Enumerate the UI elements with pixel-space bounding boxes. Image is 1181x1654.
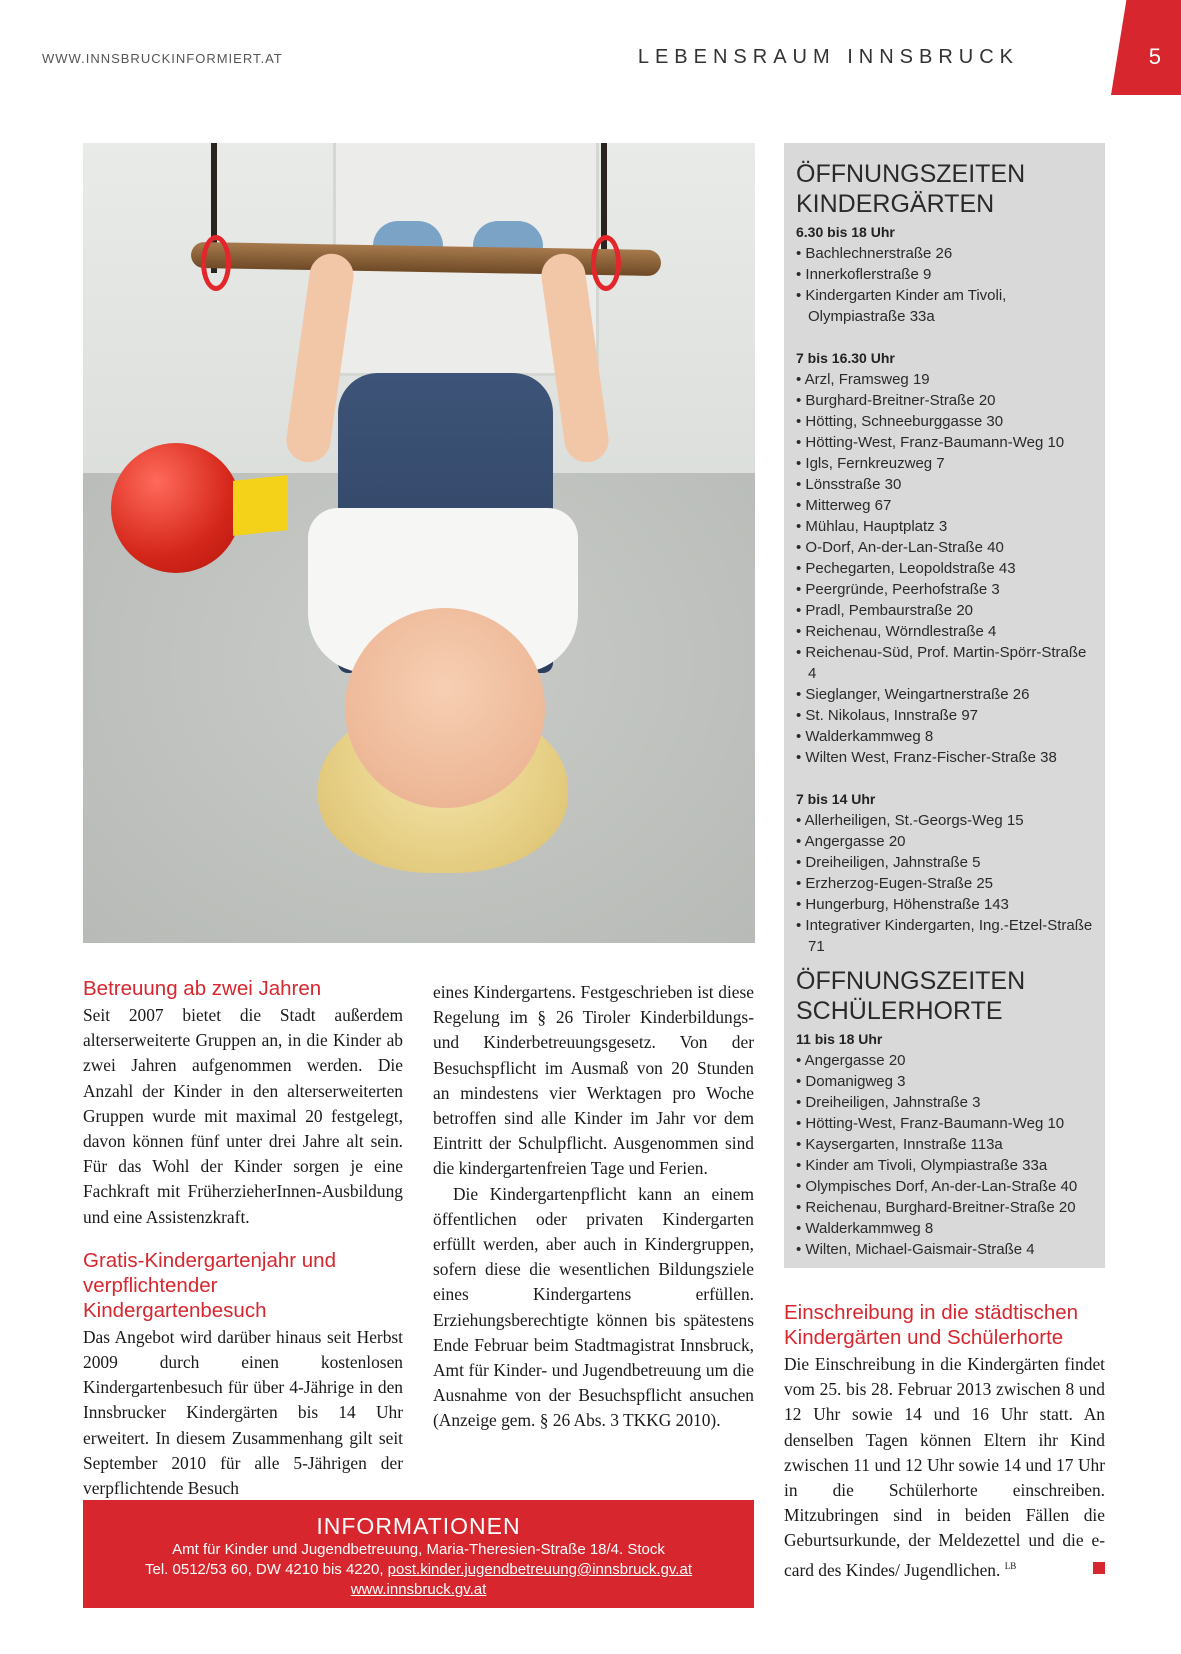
section-title: LEBENSRAUM INNSBRUCK — [637, 46, 1019, 68]
kindergarten-time: 7 bis 16.30 Uhr — [796, 350, 895, 366]
list-item: • Erzherzog-Eugen-Straße 25 — [796, 873, 1096, 894]
kindergarten-time-groups — [796, 222, 1096, 957]
paragraph-besuchspflicht: eines Kindergartens. Festgeschrieben ist diese Regelung im § 26 Tiroler Kinderbildungs- und Kinderbetreuungsgesetz. Von der Besuchspflicht im Ausmaß von 20 Stunden an mindestens vier Werktagen pro Woche betroffen sind alle Kinder im Jahr vor dem Eintritt der Schulpflicht. Ausgenommen sind die kindergartenfreien Tage und Ferien. — [433, 982, 754, 1179]
hort-address-list — [796, 1050, 1096, 1260]
list-item: • Wilten West, Franz-Fischer-Straße 38 — [796, 747, 1096, 768]
kindergarten-title-line1: ÖFFNUNGSZEITEN — [796, 160, 1026, 188]
kindergarten-address-list — [796, 369, 1096, 768]
kindergarten-time: 7 bis 14 Uhr — [796, 791, 876, 807]
list-item: • Mitterweg 67 — [796, 495, 1096, 516]
list-item: • Dreiheiligen, Jahnstraße 5 — [796, 852, 1096, 873]
photo-yellow-cube — [233, 475, 288, 536]
list-item: • Integrativer Kindergarten, Ing.-Etzel-Straße 71 — [796, 915, 1096, 957]
heading-einschreibung: Einschreibung in die städtischen Kindergärten und Schülerhorte — [784, 1301, 1079, 1349]
list-item: • Igls, Fernkreuzweg 7 — [796, 453, 1096, 474]
photo-red-ball — [111, 443, 241, 573]
hort-hours-title — [796, 966, 1096, 1026]
list-item: • Reichenau-Süd, Prof. Martin-Spörr-Straße 4 — [796, 642, 1096, 684]
photo-ring-right — [591, 235, 621, 291]
list-item: • St. Nikolaus, Innstraße 97 — [796, 705, 1096, 726]
info-phone: Tel. 0512/53 60, DW 4210 bis 4220, — [145, 1561, 388, 1578]
info-address: Amt für Kinder und Jugendbetreuung, Maria-Theresien-Straße 18/4. Stock — [172, 1541, 665, 1558]
list-item: • Kaysergarten, Innstraße 113a — [796, 1134, 1096, 1155]
list-item: • Wilten, Michael-Gaismair-Straße 4 — [796, 1239, 1096, 1260]
opening-hours-sidebar — [784, 143, 1105, 1268]
photo-ring-left — [201, 235, 231, 291]
article-column-2 — [433, 980, 754, 1434]
list-item: • Walderkammweg 8 — [796, 1218, 1096, 1239]
group-spacer — [796, 327, 1096, 348]
paragraph-betreuung: Seit 2007 bietet die Stadt außerdem alterserweiterte Gruppen an, in die Kinder ab zwei Jahren aufgenommen werden. Die Anzahl der Kinder in den alterserweiterten Gruppen wurde mit maximal 20 festgelegt, davon können fünf unter drei Jahre alt sein. Für das Wohl der Kinder sorgen je eine Fachkraft mit FrüherzieherInnen-Ausbildung und eine Assistenzkraft. — [83, 1005, 403, 1227]
info-website-row — [83, 1580, 754, 1600]
list-item: • Allerheiligen, St.-Georgs-Weg 15 — [796, 810, 1096, 831]
photo-child-face — [345, 608, 545, 808]
kindergarten-title-line2: KINDERGÄRTEN — [796, 190, 995, 218]
list-item: • Hungerburg, Höhenstraße 143 — [796, 894, 1096, 915]
list-item: • Olympisches Dorf, An-der-Lan-Straße 40 — [796, 1176, 1096, 1197]
kindergarten-hours-title — [796, 159, 1096, 219]
heading-gratis-kindergartenjahr: Gratis-Kindergartenjahr und verpflichtender Kindergartenbesuch — [83, 1248, 336, 1322]
page-number-tab — [1111, 0, 1181, 95]
list-item: • Mühlau, Hauptplatz 3 — [796, 516, 1096, 537]
info-website-link[interactable]: www.innsbruck.gv.at — [350, 1581, 487, 1598]
article-column-1 — [83, 976, 403, 1501]
list-item: • Angergasse 20 — [796, 1050, 1096, 1071]
list-item: • Angergasse 20 — [796, 831, 1096, 852]
information-box — [83, 1500, 754, 1608]
end-mark-icon — [1093, 1562, 1105, 1574]
list-item: • Sieglanger, Weingartnerstraße 26 — [796, 684, 1096, 705]
kindergarten-address-list — [796, 243, 1096, 327]
list-item: • Reichenau, Burghard-Breitner-Straße 20 — [796, 1197, 1096, 1218]
list-item: • Peergründe, Peerhofstraße 3 — [796, 579, 1096, 600]
info-email-link[interactable]: post.kinder.jugendbetreuung@innsbruck.gv.at — [387, 1561, 692, 1578]
list-item: • Burghard-Breitner-Straße 20 — [796, 390, 1096, 411]
author-initials: LB — [1004, 1560, 1017, 1571]
list-item: • Lönsstraße 30 — [796, 474, 1096, 495]
list-item: • Reichenau, Wörndlestraße 4 — [796, 621, 1096, 642]
heading-betreuung: Betreuung ab zwei Jahren — [83, 977, 322, 1000]
hero-photo-child-on-trapeze — [73, 143, 755, 943]
info-title: INFORMATIONEN — [316, 1513, 521, 1539]
hort-time: 11 bis 18 Uhr — [796, 1031, 883, 1047]
list-item: • Kindergarten Kinder am Tivoli, Olympiastraße 33a — [796, 285, 1096, 327]
hort-title-line1: ÖFFNUNGSZEITEN — [796, 967, 1026, 995]
paragraph-kindergartenpflicht: Die Kindergartenpflicht kann an einem öffentlichen oder privaten Kindergarten erfüllt werden, aber auch in Kindergruppen, sofern diese die wesentlichen Bildungsziele eines Kindergartens erfüllen. Erziehungsberechtigte können bis spätestens Ende Februar beim Stadtmagistrat Innsbruck, Amt für Kinder- und Jugendbetreuung um die Ausnahme von der Besuchspflicht ansuchen (Anzeige gem. § 26 Abs. 3 TKKG 2010). — [433, 1183, 754, 1431]
list-item: • Pradl, Pembaurstraße 20 — [796, 600, 1096, 621]
list-item: • Innerkoflerstraße 9 — [796, 264, 1096, 285]
hort-hours — [796, 966, 1096, 1260]
einschreibung-text: Die Einschreibung in die Kindergärten findet vom 25. bis 28. Februar 2013 zwischen 8 und 12 Uhr sowie 14 und 16 Uhr statt. An denselben Tagen können Eltern ihr Kind zwischen 11 und 12 Uhr sowie 14 und 17 Uhr in die Schülerhorte einschreiben. Mitzubringen sind in beiden Fällen die Geburtsurkunde, der Meldezettel und die e-card des Kindes/ Jugendlichen. — [784, 1354, 1105, 1580]
paragraph-gratis-kindergartenjahr: Das Angebot wird darüber hinaus seit Herbst 2009 durch einen kostenlosen Kindergartenbesuch für über 4-Jährige in den Innsbrucker Kindergärten bis 14 Uhr erweitert. In diesem Zusammenhang gilt seit September 2010 für alle 5-Jährigen der verpflichtende Besuch — [83, 1326, 403, 1499]
hort-title-line2: SCHÜLERHORTE — [796, 997, 1003, 1025]
page-number: 5 — [1148, 44, 1161, 69]
list-item: • Arzl, Framsweg 19 — [796, 369, 1096, 390]
list-item: • Kinder am Tivoli, Olympiastraße 33a — [796, 1155, 1096, 1176]
kindergarten-address-list — [796, 810, 1096, 957]
list-item: • Pechegarten, Leopoldstraße 43 — [796, 558, 1096, 579]
website-url[interactable]: WWW.INNSBRUCKINFORMIERT.AT — [42, 51, 283, 66]
kindergarten-time: 6.30 bis 18 Uhr — [796, 224, 895, 240]
info-contact — [83, 1560, 754, 1580]
list-item: • Domanigweg 3 — [796, 1071, 1096, 1092]
kindergarten-hours — [796, 159, 1096, 957]
list-item: • O-Dorf, An-der-Lan-Straße 40 — [796, 537, 1096, 558]
list-item: • Hötting-West, Franz-Baumann-Weg 10 — [796, 432, 1096, 453]
list-item: • Hötting-West, Franz-Baumann-Weg 10 — [796, 1113, 1096, 1134]
list-item: • Dreiheiligen, Jahnstraße 3 — [796, 1092, 1096, 1113]
article-column-3 — [784, 1300, 1105, 1583]
paragraph-einschreibung — [784, 1352, 1105, 1583]
group-spacer — [796, 768, 1096, 789]
photo-credit: © FOTOLIA — [73, 866, 83, 919]
list-item: • Walderkammweg 8 — [796, 726, 1096, 747]
list-item: • Hötting, Schneeburggasse 30 — [796, 411, 1096, 432]
list-item: • Bachlechnerstraße 26 — [796, 243, 1096, 264]
